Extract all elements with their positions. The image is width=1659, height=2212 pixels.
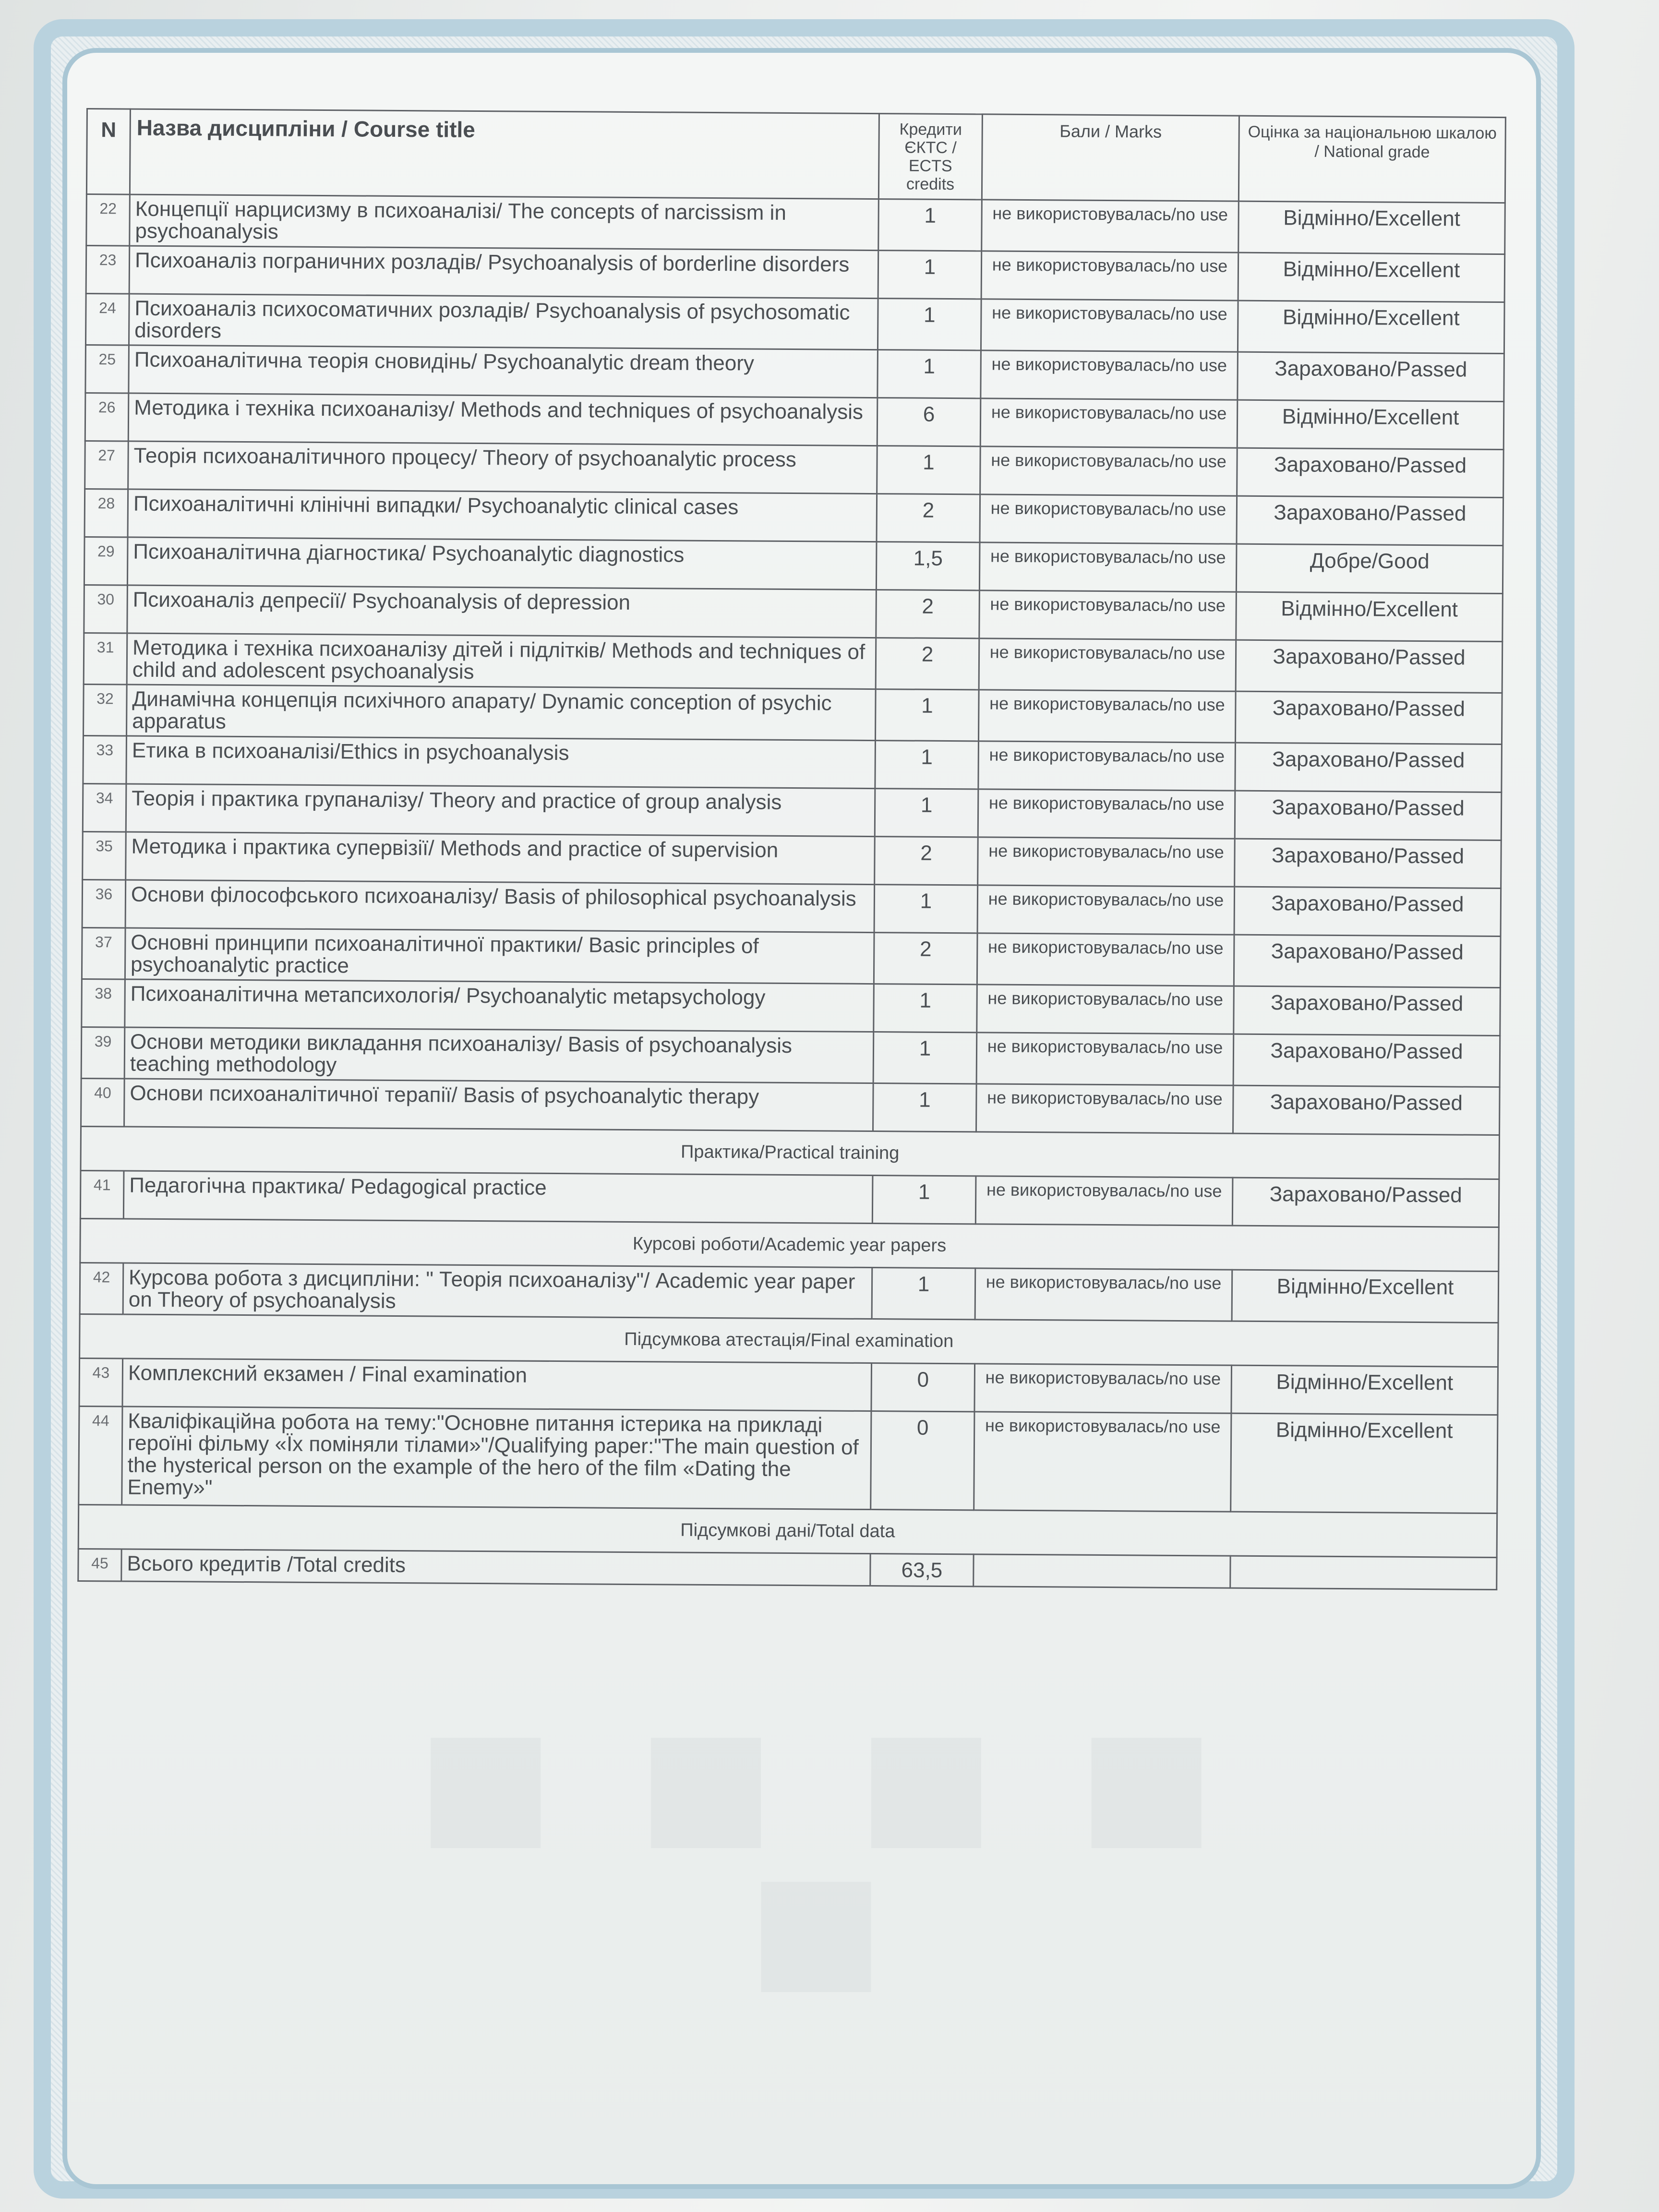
course-title: Методика і техніка психоаналізу/ Methods and techniques of psychoanalysis (128, 393, 878, 446)
row-number: 34 (83, 783, 126, 832)
table-row (84, 489, 1503, 545)
course-title: Методика і практика супервізії/ Methods and practice of supervision (126, 832, 875, 885)
course-title: Теорія і практика групаналізу/ Theory and practice of group analysis (126, 784, 875, 837)
table-row (82, 979, 1501, 1035)
row-number: 23 (86, 246, 130, 294)
national-grade: Зараховано/Passed (1236, 640, 1503, 693)
row-number: 22 (86, 194, 130, 246)
credits: 2 (876, 590, 980, 638)
national-grade: Відмінно/Excellent (1238, 301, 1504, 353)
national-grade: Зараховано/Passed (1234, 935, 1501, 987)
row-number: 43 (79, 1358, 123, 1407)
marks: не використовувалась/no use (977, 885, 1235, 935)
table-row (84, 537, 1503, 593)
credits: 1 (873, 1032, 977, 1084)
national-grade: Зараховано/Passed (1234, 887, 1501, 936)
credits: 1 (874, 885, 978, 933)
section-title: Підсумкові дані/Total data (78, 1504, 1497, 1557)
course-title: Психоаналіз пограничних розладів/ Psychoanalysis of borderline disorders (129, 246, 878, 299)
marks: не використовувалась/no use (976, 1084, 1234, 1133)
credits: 2 (877, 494, 980, 542)
row-number: 38 (82, 979, 125, 1027)
course-title: Психоаналітична діагностика/ Psychoanalytic diagnostics (127, 537, 877, 590)
marks: не використовувалась/no use (981, 350, 1238, 400)
table-row (80, 1170, 1499, 1227)
table-row (86, 246, 1505, 302)
table-row (79, 1406, 1498, 1513)
national-grade: Відмінно/Excellent (1232, 1270, 1499, 1322)
table-row (83, 735, 1502, 792)
total-credits: 63,5 (870, 1554, 974, 1587)
row-number: 41 (80, 1170, 124, 1219)
credits: 1 (874, 984, 977, 1033)
marks (974, 1554, 1230, 1588)
credits: 2 (876, 638, 979, 690)
course-title: Основи психоаналітичної терапії/ Basis of psychoanalytic therapy (124, 1079, 874, 1131)
marks: не використовувалась/no use (982, 200, 1239, 252)
marks: не використовувалась/no use (975, 1268, 1232, 1321)
section-title: Підсумкова атестація/Final examination (80, 1314, 1499, 1367)
marks: не використовувалась/no use (978, 837, 1235, 887)
course-title: Основи філософського психоаналізу/ Basis of philosophical psychoanalysis (125, 880, 875, 933)
row-number: 44 (79, 1406, 122, 1505)
course-title: Динамічна концепція психічного апарату/ Dynamic conception of psychic apparatus (127, 685, 876, 741)
marks: не використовувалась/no use (980, 494, 1237, 544)
course-title: Курсова робота з дисципліни: " Теорія психоаналізу"/ Academic year paper on Theory of psychoanalysis (123, 1263, 872, 1319)
credits: 2 (875, 837, 978, 885)
row-number: 32 (84, 684, 127, 736)
header-credits: Кредити ЄКТС / ECTS credits (878, 114, 982, 200)
marks: не використовувалась/no use (977, 985, 1234, 1034)
marks: не використовувалась/no use (978, 690, 1236, 743)
credits: 1 (873, 1083, 977, 1132)
course-title: Комплексний екзамен / Final examination (122, 1358, 872, 1411)
credits: 0 (871, 1411, 974, 1510)
credits: 1 (875, 689, 979, 741)
national-grade: Зараховано/Passed (1235, 691, 1502, 744)
credits: 1 (877, 446, 981, 494)
credits: 2 (874, 933, 977, 985)
table-row (85, 393, 1504, 449)
national-grade: Зараховано/Passed (1234, 986, 1501, 1035)
national-grade: Зараховано/Passed (1237, 496, 1503, 545)
header-number: N (86, 109, 130, 195)
national-grade: Відмінно/Excellent (1231, 1413, 1498, 1513)
credits: 1,5 (876, 542, 980, 590)
course-title: Психоаналітична метапсихологія/ Psychoanalytic metapsychology (125, 979, 874, 1032)
transcript-table (77, 108, 1506, 1590)
table-body (78, 194, 1505, 1590)
table-row (85, 441, 1504, 497)
row-number: 39 (81, 1027, 125, 1079)
national-grade (1230, 1556, 1497, 1589)
marks: не використовувалась/no use (978, 789, 1235, 839)
course-title: Методика і техніка психоаналізу дітей і підлітків/ Methods and techniques of child and adolescent psychoanalysis (127, 633, 876, 689)
header-marks: Бали / Marks (982, 114, 1239, 201)
course-title: Психоаналіз психосоматичних розладів/ Psychoanalysis of psychosomatic disorders (129, 294, 878, 350)
row-number: 31 (84, 633, 127, 685)
table-row (86, 194, 1505, 254)
table-row (81, 1027, 1500, 1087)
row-number: 24 (85, 294, 129, 346)
section-title: Практика/Practical training (81, 1126, 1500, 1179)
course-title: Психоаналітична теорія сновидінь/ Psychoanalytic dream theory (129, 345, 878, 398)
table-row (84, 684, 1503, 744)
marks: не використовувалась/no use (979, 542, 1237, 592)
credits: 1 (878, 350, 981, 398)
national-grade: Зараховано/Passed (1235, 839, 1502, 888)
credits: 1 (878, 299, 981, 350)
row-number: 33 (83, 735, 127, 784)
course-title: Концепції нарцисизму в психоаналізі/ The concepts of narcissism in psychoanalysis (130, 194, 879, 251)
table-row (82, 927, 1501, 987)
section-row-total (78, 1504, 1497, 1557)
national-grade: Відмінно/Excellent (1231, 1365, 1498, 1415)
national-grade: Зараховано/Passed (1232, 1178, 1499, 1227)
course-title: Психоаналітичні клінічні випадки/ Psychoanalytic clinical cases (128, 489, 877, 542)
row-number: 35 (83, 831, 126, 880)
table-row (80, 1262, 1499, 1322)
transcript-table-container (77, 108, 1505, 1590)
national-grade: Зараховано/Passed (1235, 743, 1502, 792)
course-title: Психоаналіз депресії/ Psychoanalysis of depression (127, 585, 877, 638)
credits: 1 (875, 789, 978, 837)
row-number: 42 (80, 1262, 123, 1314)
row-number: 26 (85, 393, 129, 441)
table-row (79, 1358, 1498, 1415)
table-row (83, 831, 1502, 888)
course-title: Етика в психоаналізі/Ethics in psychoanalysis (126, 736, 876, 789)
header-course-title: Назва дисципліни / Course title (130, 109, 879, 199)
row-number: 27 (85, 441, 129, 489)
course-title: Педагогічна практика/ Pedagogical practice (123, 1171, 873, 1224)
table-row (85, 345, 1504, 401)
marks: не використовувалась/no use (979, 638, 1236, 691)
row-number: 28 (84, 489, 128, 537)
table-row (81, 1078, 1500, 1135)
table-row (84, 633, 1503, 693)
section-row-final (80, 1314, 1499, 1367)
national-grade: Зараховано/Passed (1237, 448, 1504, 497)
marks: не використовувалась/no use (974, 1364, 1232, 1413)
credits: 1 (878, 251, 982, 299)
credits: 6 (877, 398, 981, 446)
course-title: Кваліфікаційна робота на тему:"Основне питання істерика на прикладі героїні фільму «Їх поміняли тілами»"/Qualifying paper:"The main question of the hysterical person on the example of the hero of the film «Dating the Enemy»" (122, 1407, 871, 1510)
national-grade: Зараховано/Passed (1233, 1034, 1500, 1087)
course-title: Основні принципи психоаналітичної практики/ Basic principles of psychoanalytic practice (125, 928, 874, 984)
watermark: ■ ■ ■ ■ ■ (398, 1697, 1214, 2008)
marks: не використовувалась/no use (981, 251, 1238, 301)
marks: не використовувалась/no use (980, 398, 1238, 448)
marks: не використовувалась/no use (978, 741, 1236, 791)
national-grade: Зараховано/Passed (1233, 1085, 1500, 1135)
national-grade: Відмінно/Excellent (1236, 592, 1503, 641)
row-number: 45 (78, 1549, 121, 1581)
header-national-grade: Оцінка за національною шкалою / National grade (1238, 116, 1505, 203)
course-title: Теорія психоаналітичного процесу/ Theory of psychoanalytic process (128, 441, 878, 494)
table-header-row (86, 109, 1505, 203)
row-number: 30 (84, 585, 128, 633)
marks: не використовувалась/no use (979, 590, 1237, 640)
national-grade: Добре/Good (1236, 544, 1503, 593)
table-row (82, 879, 1501, 936)
national-grade: Відмінно/Excellent (1238, 201, 1505, 254)
marks: не використовувалась/no use (977, 933, 1234, 986)
table-row (84, 585, 1503, 641)
marks: не використовувалась/no use (975, 1176, 1233, 1226)
table-row (85, 294, 1504, 354)
marks: не використовувалась/no use (974, 1412, 1231, 1512)
credits: 1 (872, 1176, 976, 1224)
section-row-papers (80, 1218, 1499, 1271)
total-label: Всього кредитів /Total credits (121, 1549, 870, 1586)
credits: 0 (871, 1363, 975, 1412)
marks: не використовувалась/no use (980, 446, 1238, 496)
section-title: Курсові роботи/Academic year papers (80, 1218, 1499, 1271)
table-row (83, 783, 1502, 840)
national-grade: Зараховано/Passed (1235, 791, 1502, 840)
row-number: 25 (85, 345, 129, 393)
national-grade: Відмінно/Excellent (1238, 252, 1505, 302)
marks: не використовувалась/no use (976, 1033, 1234, 1085)
row-number: 40 (81, 1078, 125, 1127)
credits: 1 (872, 1268, 975, 1320)
row-number: 36 (82, 879, 126, 928)
credits: 1 (878, 199, 982, 251)
national-grade: Відмінно/Excellent (1237, 400, 1504, 449)
national-grade: Зараховано/Passed (1238, 352, 1504, 401)
row-number: 29 (84, 537, 128, 585)
course-title: Основи методики викладання психоаналізу/ Basis of psychoanalysis teaching methodology (124, 1027, 874, 1083)
marks: не використовувалась/no use (981, 299, 1238, 352)
row-number: 37 (82, 927, 125, 979)
section-row-practice (81, 1126, 1500, 1179)
credits: 1 (875, 741, 979, 789)
